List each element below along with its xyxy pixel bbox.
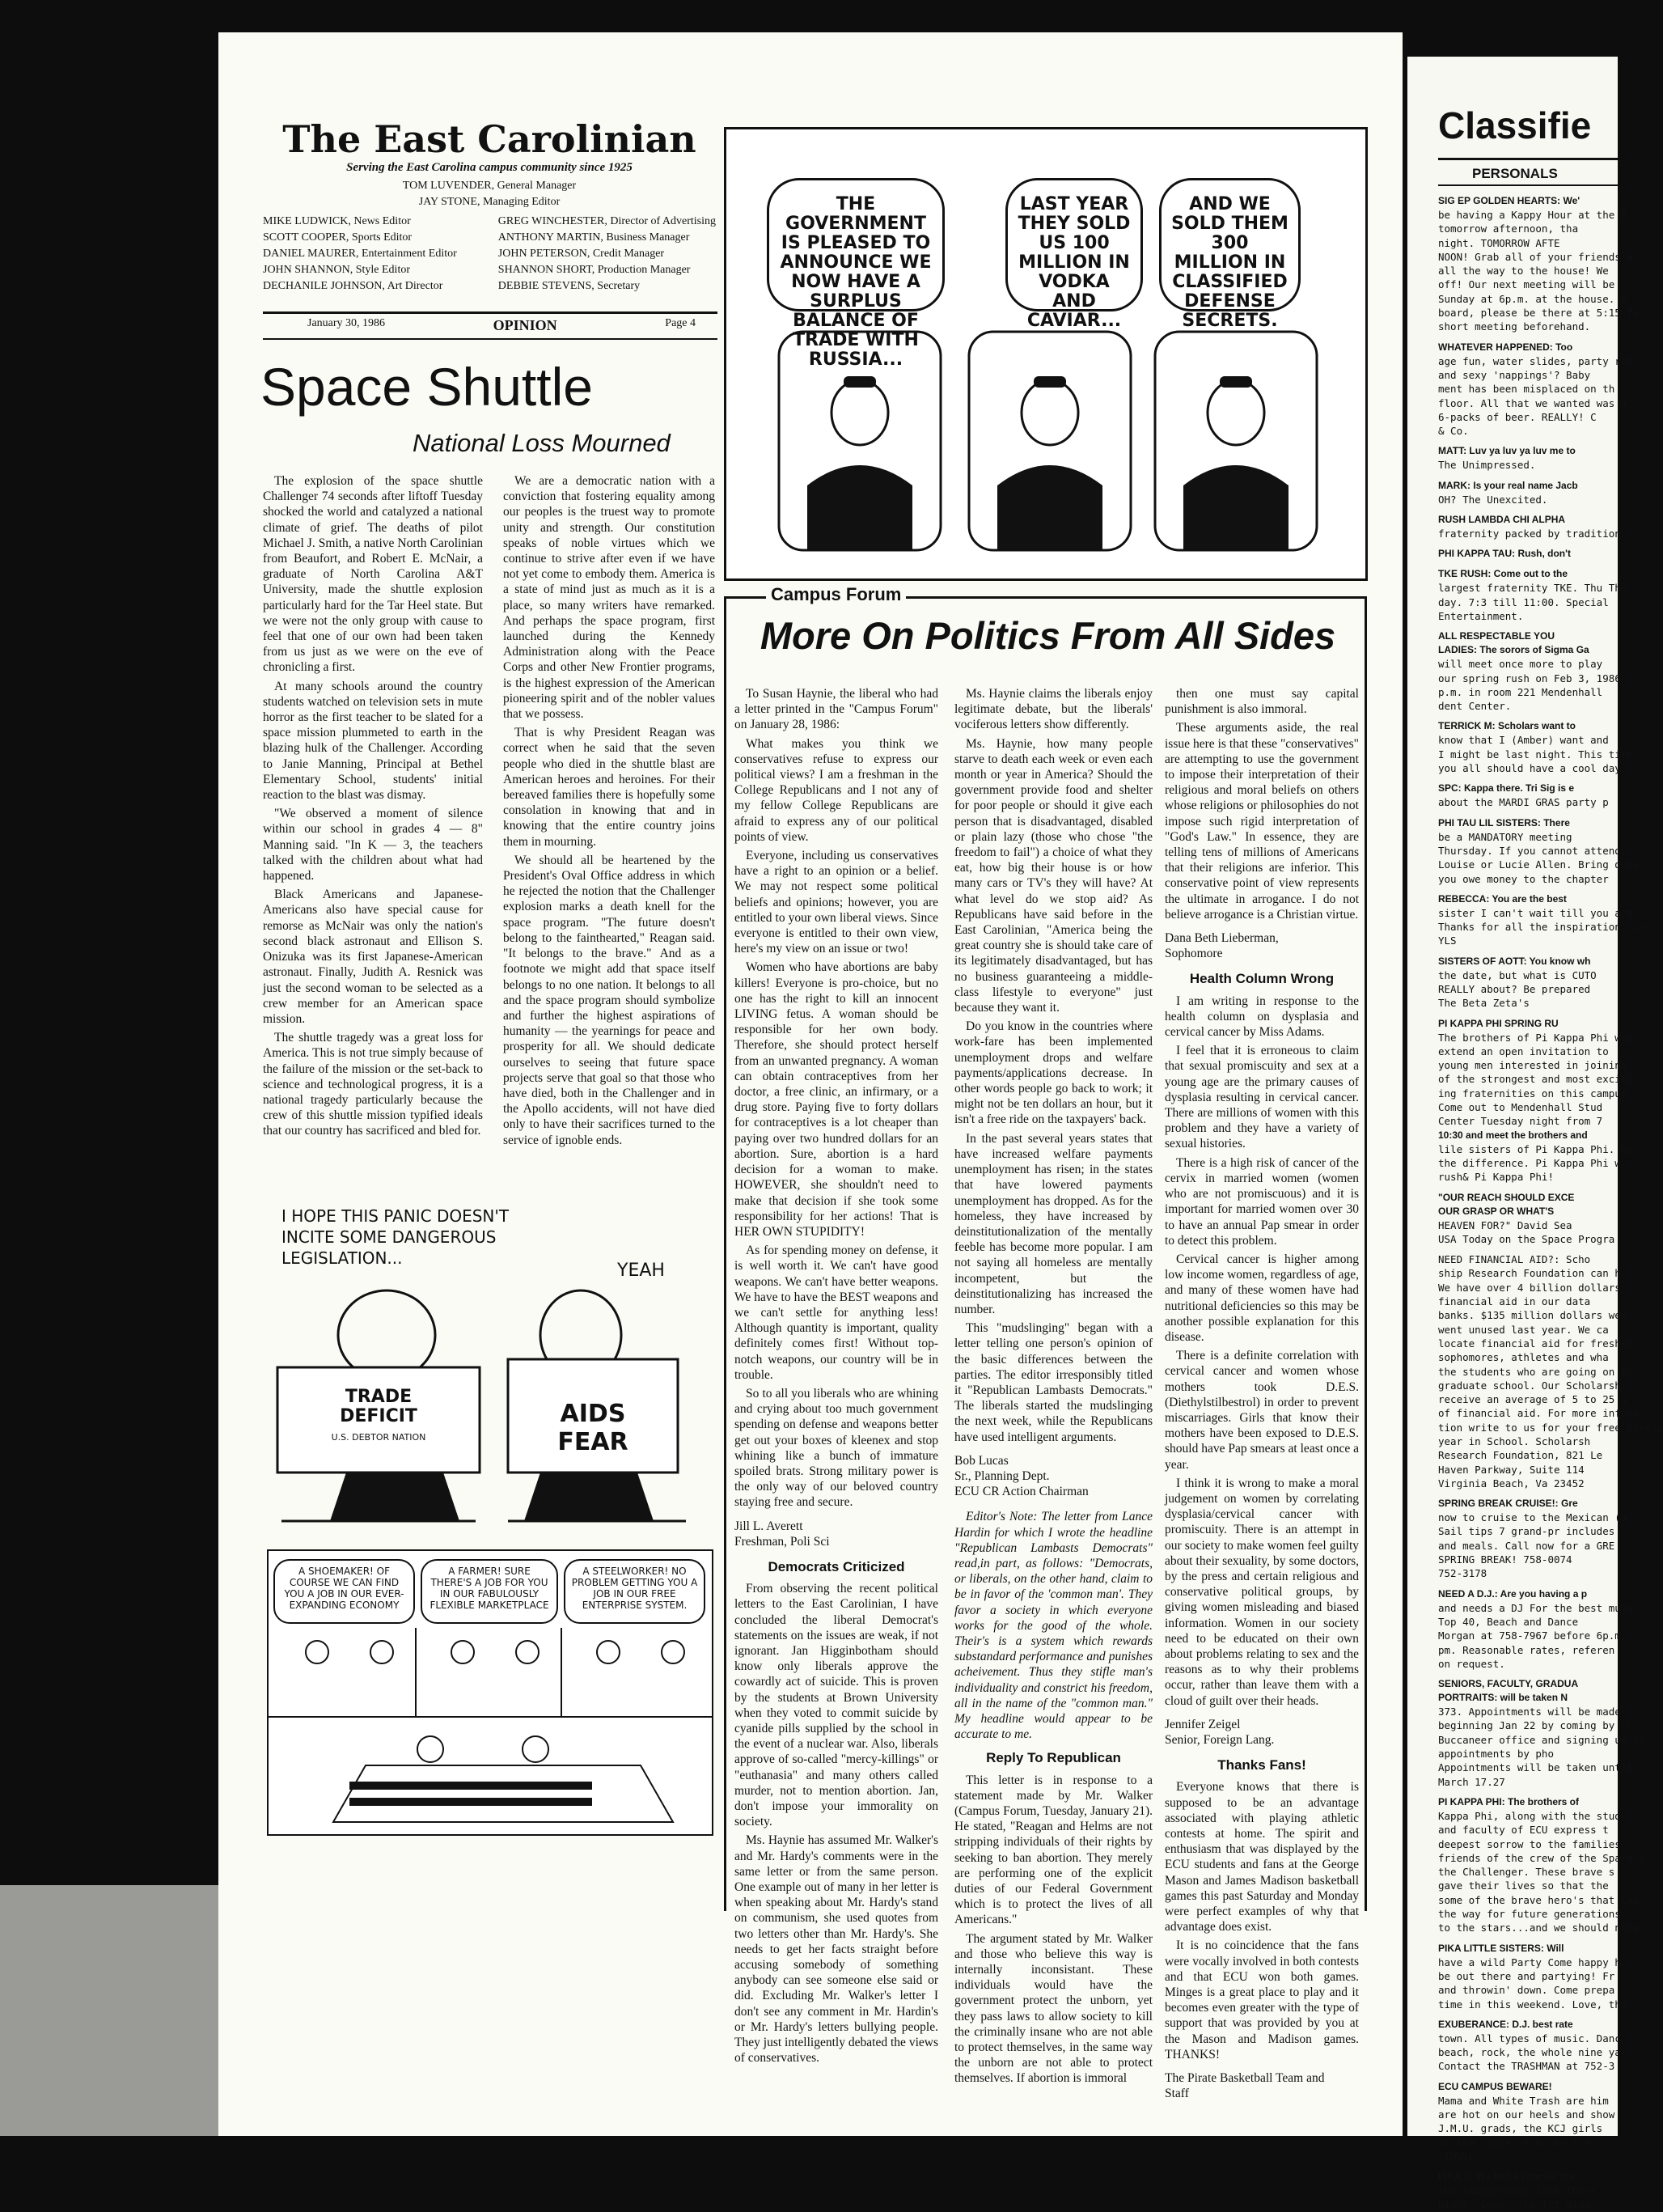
classified-line	[1438, 1490, 1618, 1497]
classified-line	[1438, 2011, 1618, 2018]
classified-line: largest fraternity TKE. Thu Thu	[1438, 582, 1627, 595]
newspaper-title: The East Carolinian	[282, 117, 696, 161]
editorial-headline: Space Shuttle	[260, 357, 593, 417]
classified-line: locate financial aid for freshme	[1438, 1337, 1633, 1350]
editorial-paragraph: At many schools around the country students watched on television sets in mute horror as the first teacher to be slated for a space mission plummeted to earth in the blazing hulk of the Challenger. According to Janie Manning, Principal at Bethel Elementary School, students' initial reaction to the blast was dismay.	[263, 679, 483, 803]
classified-line: Thursday. If you cannot attend,	[1438, 844, 1627, 857]
cartoon-bubble-2: LAST YEAR THEY SOLD US 100 MILLION IN VODKA AND CAVIAR...	[1005, 178, 1143, 311]
classified-line: day. 7:3 till 11:00. Special	[1438, 595, 1609, 608]
letter-paragraph: Ms. Haynie, how many people starve to death each week or even each month or year in America? Should the government provide food and shelter for poor people or should it give each person that is disadvantaged, disabled or plain lazy (those who chose "the freedom to fail") a choice of what they eat, how big their house is or how many cars or TV's they will have? At what level do we stop aid? As Republicans have said before in the East Carolinian, "America being the great country she is should take care of its legitimately disadvantaged, but has no business guaranteeing a middle-class lifestyle to everyone" just because they want it.	[954, 736, 1153, 1015]
classified-line: Mama and White Trash are him	[1438, 2094, 1609, 2107]
editorial-paragraph: We should all be heartened by the President's Oval Office address in which he rejected the notion that the Challenger explosion marks a death knell for the space program. "The future doesn't belong to the fainthearted," Reagan said. "It belongs to the brave." And as a footnote we might add that space itself belongs to no one nation. It belongs to all and the space program should symbolize and further the highest aspirations of humanity — the yearnings for peace and prosperity for all. We should dedicate ourselves to seeing that future space projects serve that goal so that those who have died, both in the Challenger and in the Apollo accidents, will not have died only to have their sacrifices turned to the service of ignoble ends.	[503, 853, 715, 1147]
masthead-rule	[263, 311, 717, 314]
classified-line: Contact the TRASHMAN at 752-3	[1438, 2060, 1615, 2073]
classified-line: and faculty of ECU express t	[1438, 1824, 1609, 1837]
signature-line: Jennifer Zeigel	[1165, 1717, 1241, 1731]
classified-line: off! Our next meeting will be	[1438, 278, 1615, 291]
classifieds-rule	[1438, 158, 1618, 160]
letter-paragraph: Everyone knows that there is supposed to be an advantage associated with playing athletic contests at home. The spirit and enthusiasm that was displayed by the ECU students and fans at the George Mason and James Madison basketball games this past Saturday and Monday were perfect examples of why that advantage does exist.	[1165, 1780, 1359, 1934]
classified-line: short meeting beforehand.	[1438, 320, 1591, 333]
classified-line: the students who are going on to	[1438, 1365, 1633, 1378]
classified-line: of financial aid. For more inform	[1438, 1407, 1640, 1420]
classified-line: 10:30 and meet the brothers and	[1438, 1129, 1588, 1141]
classified-line: Virginia Beach, Va 23452	[1438, 1477, 1585, 1489]
staff-member: DEBBIE STEVENS, Secretary	[497, 280, 641, 292]
classified-line: the campgrounds last Thurs	[1438, 2184, 1597, 2197]
classified-line: time in this weekend. Love, the	[1438, 1998, 1627, 2011]
classified-line: young men interested in joining	[1438, 1059, 1627, 1072]
top-cartoon	[724, 127, 1368, 581]
classified-line: Sunday at 6p.m. at the house. E	[1438, 292, 1627, 305]
classified-line: TKE RUSH: Come out to the	[1438, 568, 1568, 580]
signature-line: Staff	[1165, 2087, 1189, 2101]
classified-line	[1438, 1935, 1618, 1942]
classified-line: know that I (Amber) want and	[1438, 734, 1609, 747]
classified-line: WHATEVER HAPPENED: Too	[1438, 341, 1573, 353]
letter-paragraph: The argument stated by Mr. Walker and those who believe this way is internally inconsistant. These individuals would have the government protect the unborn, yet they pass laws to allow society to kill the criminally insane who are not able to protect themselves, in the same way the unborn are not able to protect themselves. If abortion is immoral	[954, 1931, 1153, 2086]
classified-line: Kappa Phi, along with the stud	[1438, 1809, 1621, 1822]
classified-line: financial aid in our data	[1438, 1295, 1591, 1308]
classified-line: graduate school. Our Scholarsh	[1438, 1379, 1621, 1392]
letter-paragraph: Everyone, including us conservatives have a right to an opinion or a belief. We may not respect some political beliefs and opinions; however, you are entitled to your own liberal views. Since everyone is entitled to their own view, here's my view on an issue or two!	[734, 849, 938, 956]
letter-signature	[954, 1453, 1153, 1500]
letter-paragraph: I think it is wrong to make a moral judgement on women by correlating dysplasia/cervical cancer with promiscuity. There is an attempt in our society to make women feel guilty about their sexuality, by some doctors, by the press and certain religious and conservative political groups, by giving women misleading and biased information. Women in our society need to be educated on their own about problems relating to sex and the reasons as to why their problems occur, rather than leave them with a cloud of guilt over their heads.	[1165, 1476, 1359, 1708]
classified-line: PI KAPPA PHI SPRING RU	[1438, 1017, 1559, 1029]
staff-member: JOHN SHANNON, Style Editor	[263, 264, 410, 276]
forum-frame-left	[724, 596, 726, 1911]
classified-line: have a wild Party Come happy h	[1438, 1956, 1621, 1968]
classified-line	[1438, 561, 1618, 567]
classified-line: Louise or Lucie Allen. Bring dues	[1438, 858, 1640, 871]
classified-line: PHI KAPPA TAU: Rush, don't	[1438, 548, 1571, 560]
jobs-drawing	[269, 1628, 712, 1830]
letter-headline: Health Column Wrong	[1189, 971, 1335, 987]
staff-list-left	[263, 214, 457, 295]
signature-line: Sophomore	[1165, 947, 1223, 961]
letter-paragraph: I feel that it is erroneous to claim that sexual promiscuity and sex at a young age are the primary causes of dysplasia resulting in cervical cancer. There are millions of women with this problem and they have a variety of sexual histories.	[1165, 1044, 1359, 1151]
classified-line: and throwin' down. Come prepa	[1438, 1984, 1615, 1997]
letter-paragraph: Ms. Haynie claims the liberals enjoy legitimate debate, but the liberals' vociferous letters show differently.	[954, 687, 1153, 732]
tagline: Serving the East Carolina campus community since 1925	[346, 161, 633, 174]
classified-line	[1438, 948, 1618, 955]
classified-line: We have over 4 billion dollars	[1438, 1281, 1621, 1294]
classified-line: deepest sorrow to the families	[1438, 1837, 1621, 1850]
editorial-paragraph: We are a democratic nation with a conviction that fostering equality among our peoples is the truest way to promote unity and strength. Our constitution speaks of noble virtues which we continue to strive after even if we have not yet come to embody them. America is a state of mind just as much as it is a place, so many writers have remarked. And perhaps the space program, first launched during the Kennedy Administration along with the Peace Corps and other New Frontier programs, is the highest expression of the American pioneering spirit and of the nobler values that we possess.	[503, 474, 715, 722]
jobs-bubble-2: A FARMER! SURE THERE'S A JOB FOR YOU IN OUR FABULOUSLY FLEXIBLE MARKETPLACE	[421, 1559, 558, 1624]
classified-line	[1438, 810, 1618, 816]
issue-date: January 30, 1986	[307, 317, 386, 329]
classified-line: PI KAPPA PHI: The brothers of	[1438, 1795, 1580, 1807]
classified-line: ship Research Foundation can h	[1438, 1267, 1621, 1280]
classified-line: SENIORS, FACULTY, GRADUA	[1438, 1678, 1579, 1690]
classified-line: are hot on our heels and show	[1438, 2108, 1615, 2121]
staff-member: JOHN PETERSON, Credit Manager	[497, 248, 665, 260]
classified-line: Thanks for all the inspiration. Lo	[1438, 921, 1645, 934]
classified-line: OH? The Unexcited.	[1438, 493, 1548, 506]
editorial-column-1	[263, 473, 483, 1142]
classified-line: to the stars...and we should neve	[1438, 1922, 1640, 1934]
editorial-paragraph: "We observed a moment of silence within our school in grades 4 — 8" Manning said. "In K — 3, the teachers talked with the children about what had happened.	[263, 807, 483, 884]
classified-line	[1438, 2074, 1618, 2080]
dateline	[307, 317, 696, 334]
classified-line: you owe money to the chapter	[1438, 872, 1609, 885]
editorial-column-2	[503, 473, 715, 1151]
classified-line: lile sisters of Pi Kappa Phi. We	[1438, 1142, 1633, 1155]
classified-line	[1438, 438, 1618, 444]
classified-line: 373. Appointments will be made	[1438, 1706, 1621, 1718]
classified-line: "OUR REACH SHOULD EXCE	[1438, 1191, 1575, 1203]
editorial-paragraph: Black Americans and Japanese-Americans also have special cause for remorse as McNair was only the nation's second black astronaut and Ellison S. Onizuka was its first Japanese-American astronaut. Finally, Judith A. Resnick was just the second woman to be selected as a crew member for an American space mission.	[263, 888, 483, 1026]
classified-line: the Challenger. These brave s	[1438, 1866, 1615, 1879]
classified-line: be having a Kappy Hour at the E	[1438, 209, 1627, 221]
newspaper-headline-1: TRADE DEFICIT	[340, 1387, 417, 1426]
classifieds-section: PERSONALS	[1472, 166, 1558, 181]
managing-editor: JAY STONE, Managing Editor	[418, 196, 561, 208]
editors-note: Editor's Note: The letter from Lance Hardin for which I wrote the headline "Republican Lambasts Democrats" read,in part, as follows: "Democrats, or liberals, on the other hand, claim to be in favor of the 'common man'. They favor a society in which everyone works for the good of the whole. Their's is a system which rewards substandard performance and punishes acheivement. Thus they stifle man's individuality and constrict his freedom, all in the name of the "common man." My headline would appear to be accurate to me.	[954, 1510, 1153, 1742]
classified-line: sister I can't wait till you are	[1438, 906, 1633, 919]
classified-line: March 17.27	[1438, 1775, 1505, 1788]
letter-signature	[734, 1519, 938, 1549]
classified-line	[1438, 775, 1618, 782]
cartoon-bubble-3: AND WE SOLD THEM 300 MILLION IN CLASSIFIED DEFENSE SECRETS.	[1159, 178, 1301, 311]
classified-line: Appointments will be taken until	[1438, 1761, 1633, 1774]
letter-paragraph: It is no coincidence that the fans were vocally involved in both contests and that ECU won both games. Minges is a great place to play and it becomes even greater with the type of support that was provided by you at the Mason and Madison games. THANKS!	[1165, 1939, 1359, 2062]
classified-line: on the loose! P.S. As S.H.	[1438, 2136, 1597, 2149]
classified-line: NEED FINANCIAL AID?: Scho	[1438, 1253, 1591, 1266]
classified-line: you all should have a cool day	[1438, 762, 1621, 775]
classified-line: gave their lives so that the	[1438, 1879, 1609, 1892]
letter-signature	[1165, 1717, 1359, 1748]
classified-line: appointments by pho	[1438, 1748, 1554, 1761]
letter-paragraph: To Susan Haynie, the liberal who had a letter printed in the "Campus Forum" on January 28, 1986:	[734, 687, 938, 732]
signature-line: Jill L. Averett	[734, 1519, 803, 1533]
classified-line: age fun, water slides, party ran	[1438, 354, 1633, 367]
masthead	[263, 117, 716, 295]
forum-column-1	[734, 686, 938, 2069]
classified-line: the date, but what is CUTO	[1438, 968, 1597, 981]
classified-line: PIKA LITTLE SISTERS: Will	[1438, 1942, 1564, 1954]
classified-line: board, please be there at 5:15 fo	[1438, 307, 1640, 320]
classified-line: all the way to the house! We	[1438, 265, 1609, 278]
classified-line: NEED A D.J.: Are you having a p	[1438, 1587, 1588, 1600]
staff-member: DECHANILE JOHNSON, Art Director	[263, 280, 443, 292]
staff-member: ANTHONY MARTIN, Business Manager	[497, 231, 690, 244]
classified-line	[1438, 2163, 1618, 2170]
classified-line: ALL RESPECTABLE YOU	[1438, 630, 1555, 642]
signature-line: Bob Lucas	[954, 1453, 1009, 1468]
editorial-subhead: National Loss Mourned	[413, 429, 671, 457]
classified-line	[1438, 886, 1618, 892]
classified-line: sophomores, athletes and wha	[1438, 1351, 1609, 1364]
letter-paragraph: From observing the recent political letters to the East Carolinian, I have concluded the liberal Democrat's statements on the issues are weak, if not ignorant. Jan Higginbotham should know only liberals approve the cowardly act of suicide. This is proven by the students at Brown University when they voted to commit suicide by cyanide pills supplied by the school in the event of a nuclear war. Also, liberals approve of so-called "mercy-killings" or "euthanasia" and many others called murder, not to mention abortion. Jan, don't impose your immorality on society.	[734, 1582, 938, 1829]
letter-signature	[1165, 930, 1359, 961]
classified-line: REBECCA: You are the best	[1438, 892, 1567, 905]
classified-line: MARK: Is your real name Jacb	[1438, 479, 1578, 491]
cartoon-caption: I HOPE THIS PANIC DOESN'T INCITE SOME DANGEROUS LEGISLATION...	[281, 1206, 510, 1268]
signature-line: Dana Beth Lieberman,	[1165, 931, 1279, 946]
editorial-paragraph: That is why President Reagan was correct when he said that the seven people who died in the shuttle blast are American heroes and heroines. For their bereaved families there is hopefully some consolation in knowing that and in knowing that the entire country joins them in mourning.	[503, 726, 715, 849]
signature-line: Sr., Planning Dept.	[954, 1468, 1050, 1483]
staff-list-right	[498, 214, 716, 295]
classified-line: USA Today on the Space Progra	[1438, 1232, 1615, 1245]
classified-line: SISTERS OF AOTT: You know wh	[1438, 955, 1591, 967]
jobs-cartoon	[267, 1549, 713, 1836]
staff-member: MIKE LUDWICK, News Editor	[263, 215, 411, 227]
classifieds-rule-2	[1438, 184, 1618, 186]
classified-line: SPRING BREAK! 758-0074	[1438, 1553, 1572, 1566]
letter-paragraph: This "mudslinging" began with a letter telling one person's opinion of the basic differences between the parties. The editor irresponsibly titled it "Republican Lambasts Democrats." The liberals started the mudslinging the next week, while the Republicans have used intelligent arguments.	[954, 1321, 1153, 1444]
letter-paragraph: There is a definite correlation with cervical cancer and women whose mothers took D.E.S. (Diethylstilbestrol) in order to prevent miscarriages. Girls that know their mothers have been exposed to D.E.S. should have Pap smears at least once a year.	[1165, 1349, 1359, 1472]
classified-line: now to cruise to the Mexican (a	[1438, 1511, 1627, 1524]
classified-line: Haven Parkway, Suite 114	[1438, 1463, 1585, 1476]
classified-line	[1438, 540, 1618, 547]
letter-headline: Reply To Republican	[986, 1750, 1121, 1766]
classified-line: friends of the crew of the Space s	[1438, 1851, 1645, 1864]
classified-line: the way for future generations	[1438, 1908, 1621, 1921]
classified-line	[1438, 1011, 1618, 1017]
classified-line: beginning Jan 22 by coming by th	[1438, 1719, 1633, 1732]
classified-line: PIKA'S: We had a jammin' tim	[1438, 2171, 1575, 2183]
classified-line: rush& Pi Kappa Phi!	[1438, 1171, 1554, 1184]
signature-line: The Pirate Basketball Team and	[1165, 2071, 1325, 2086]
classified-line: Top 40, Beach and Dance	[1438, 1615, 1579, 1628]
classified-line: receive an average of 5 to 25 s	[1438, 1393, 1627, 1406]
staff-member: SHANNON SHORT, Production Manager	[497, 264, 691, 276]
classified-line	[1438, 1581, 1618, 1587]
letter-paragraph: So to all you liberals who are whining and crying about too much government spending on defense and weapons better get out your boxes of kleenex and stop whining like a bunch of immature spoiled brats. Strong military power is the only way of our beloved country staying free and secure.	[734, 1386, 938, 1510]
classified-line: LADIES: The sorors of Sigma Ga	[1438, 644, 1589, 656]
classified-line: MATT: Luv ya luv ya luv me to	[1438, 445, 1576, 457]
classified-line: night. TOMORROW AFTE	[1438, 236, 1560, 249]
forum-column-3	[1165, 686, 1359, 2111]
classified-line: tomorrow afternoon, tha	[1438, 222, 1579, 235]
letter-paragraph: As for spending money on defense, it is well worth it. We can't have good weapons. We can't have better weapons. We have to have the BEST weapons and we can't settle for anything less! Although quantity is important, quality definitely comes first! Without top-notch weapons, our country will be in trouble.	[734, 1244, 938, 1382]
classified-line: J.M.U. grads, the KCJ girls	[1438, 2122, 1603, 2135]
editorial-paragraph: The shuttle tragedy was a great loss for America. This is not true simply because of the failure of the mission or the set-back to science and technological progress, it is a national tragedy particularly because the crew of this shuttle mission typified ideals that our country has sacrificed and bled for.	[263, 1031, 483, 1138]
classified-line: ing fraternities on this campus	[1438, 1087, 1627, 1100]
letter-paragraph: Cervical cancer is higher among low income women, regardless of age, and many of these women have had nutritional deficiencies so this may be another possible explanation for this disease.	[1165, 1252, 1359, 1344]
classified-line: our spring rush on Feb 3, 1986	[1438, 672, 1621, 684]
classified-line: The brothers of Pi Kappa Phi wou	[1438, 1031, 1633, 1044]
classified-line: YLS	[1438, 934, 1457, 947]
classified-line: year in School. Scholarsh	[1438, 1435, 1591, 1447]
signature-line: Senior, Foreign Lang.	[1165, 1733, 1275, 1747]
panic-cartoon	[265, 1197, 712, 1529]
staff-member: SCOTT COOPER, Sports Editor	[263, 231, 413, 244]
classified-line: NOON! Grab all of your friends a	[1438, 250, 1633, 263]
classified-line: Research Foundation, 821 Le	[1438, 1449, 1603, 1462]
classified-line: and sexy 'nappings'? Baby	[1438, 368, 1591, 381]
classified-line: night. Love, The Tri Sigs	[1438, 2198, 1591, 2211]
letter-headline: Democrats Criticized	[768, 1558, 905, 1574]
classified-line: "TMWYL"	[1438, 2150, 1481, 2163]
classified-line: beach, rock, the whole nine yar	[1438, 2046, 1627, 2059]
letter-paragraph: What makes you think we conservatives refuse to express our political views? I am a freshman in the College Republicans and I not any of my fellow College Republicans are afraid to express any of our political points of view.	[734, 736, 938, 844]
classified-line: Center Tuesday night from 7	[1438, 1115, 1603, 1128]
jobs-bubble-1: A SHOEMAKER! OF COURSE WE CAN FIND YOU A JOB IN OUR EVER-EXPANDING ECONOMY	[273, 1559, 415, 1624]
letter-paragraph: Do you know in the countries where work-fare has been implemented unemployment drops and welfare payments/applications decrease. In other words people go back to work; it might not be ten dollars an hour, but it isn't a free ride on the taxpayers' back.	[954, 1019, 1153, 1127]
letter-paragraph: then one must say capital punishment is also immoral.	[1165, 687, 1359, 717]
classified-line: ECU CAMPUS BEWARE!	[1438, 2080, 1552, 2092]
classifieds-title: Classifie	[1438, 104, 1592, 146]
page-number: Page 4	[665, 317, 696, 329]
classified-line: SPC: Kappa there. Tri Sig is e	[1438, 782, 1575, 795]
letter-signature	[1165, 2070, 1359, 2101]
forum-headline: More On Politics From All Sides	[760, 614, 1336, 657]
jobs-bubble-3: A STEELWORKER! NO PROBLEM GETTING YOU A JOB IN OUR FREE ENTERPRISE SYSTEM.	[564, 1559, 705, 1624]
newspaper-headline-2: AIDS FEAR	[557, 1400, 628, 1456]
classified-line	[1438, 1789, 1618, 1795]
classified-line: dent Center.	[1438, 700, 1512, 713]
classified-line: be out there and partying! Fr	[1438, 1969, 1615, 1982]
newspaper-subheadline-1: U.S. DEBTOR NATION	[331, 1432, 426, 1443]
forum-column-2	[954, 686, 1153, 2090]
classified-line: banks. $135 million dollars wen	[1438, 1309, 1627, 1322]
classified-line: the difference. Pi Kappa Phi w	[1438, 1156, 1621, 1169]
letter-paragraph: These arguments aside, the real issue here is that these "conservatives" are attempting to use the government to impose their interpretation of their religious and moral beliefs on others whose religions or philosophies do not impose such rigid interpretation of "God's Law." In essence, they are telling tens of millions of Americans that their religions are inferior. This conservative point of view represents the ultimate in arrogance. I do not believe arrogance is a Christian virtue.	[1165, 721, 1359, 922]
staff-member: GREG WINCHESTER, Director of Advertising	[497, 215, 716, 227]
classified-line: HEAVEN FOR?" David Sea	[1438, 1218, 1572, 1231]
classified-line: p.m. in room 221 Mendenhall	[1438, 685, 1603, 698]
classified-ads	[1438, 194, 1663, 2211]
cartoon-reply: YEAH	[617, 1261, 665, 1281]
signature-line: ECU CR Action Chairman	[954, 1485, 1089, 1499]
classified-line: about the MARDI GRAS party p	[1438, 796, 1609, 809]
classified-line: PHI TAU LIL SISTERS: There	[1438, 816, 1570, 828]
classified-line: RUSH LAMBDA CHI ALPHA	[1438, 514, 1566, 526]
general-manager: TOM LUVENDER, General Manager	[402, 180, 577, 192]
classified-line: REALLY about? Be prepared	[1438, 982, 1591, 995]
scan-margin	[0, 1885, 220, 2136]
classified-line: be a MANDATORY meeting	[1438, 830, 1572, 843]
classified-line	[1438, 472, 1618, 479]
classified-line: & Co.	[1438, 425, 1469, 438]
classified-line: The Beta Zeta's	[1438, 997, 1530, 1010]
classified-line: town. All types of music. Danc	[1438, 2032, 1621, 2045]
letter-paragraph: There is a high risk of cancer of the cervix in married women (women who are not promiscuous) and it is important for married women over 30 to have an annual Pap smear in order to detect this problem.	[1165, 1155, 1359, 1248]
dateline-rule	[263, 338, 717, 340]
cartoon-bubble-1: THE GOVERNMENT IS PLEASED TO ANNOUNCE WE NOW HAVE A SURPLUS BALANCE OF TRADE WITH RUSSIA...	[767, 178, 945, 311]
classified-line: 6-packs of beer. REALLY! C	[1438, 410, 1597, 423]
classified-line: Entertainment.	[1438, 609, 1524, 622]
section-label: OPINION	[493, 317, 557, 333]
classified-line: some of the brave hero's that lea	[1438, 1893, 1640, 1906]
signature-line: Freshman, Poli Sci	[734, 1534, 830, 1549]
classified-line: TERRICK M: Scholars want to	[1438, 720, 1576, 732]
classified-line: of the strongest and most exciti	[1438, 1073, 1633, 1086]
classified-line: The Unimpressed.	[1438, 459, 1536, 472]
forum-label: Campus Forum	[766, 584, 906, 605]
classified-line	[1438, 1184, 1618, 1191]
classified-line: floor. All that we wanted was a	[1438, 396, 1627, 409]
cartoon-panels-drawing	[775, 324, 1333, 562]
classified-line: ment has been misplaced on th	[1438, 383, 1615, 396]
forum-frame-right	[1365, 596, 1367, 1911]
classified-line	[1438, 1246, 1618, 1252]
classified-line: SIG EP GOLDEN HEARTS: We'	[1438, 195, 1580, 206]
classified-line	[1438, 1671, 1618, 1677]
classified-line: EXUBERANCE: D.J. best rate	[1438, 2018, 1573, 2030]
classified-line: SPRING BREAK CRUISE!: Gre	[1438, 1498, 1578, 1510]
letter-paragraph: This letter is in response to a statement made by Mr. Walker (Campus Forum, Tuesday, January 21). He stated, "Reagan and Helms are not stripping individuals of their rights by seeking to ban abortion. They merely are performing one of the explicit duties of our Federal Government which is to protect the lives of all Americans."	[954, 1773, 1153, 1927]
staff-member: DANIEL MAURER, Entertainment Editor	[263, 248, 457, 260]
classified-line: I might be last night. This time	[1438, 748, 1633, 761]
letter-paragraph: In the past several years states that have increased welfare payments unemployment has risen; in the states that have lowered payments unemployment has dropped. As for the homeless, they have increased by deinstitutionalization of the mentally feeble has become more popular. I am not saying all homeless are mentally incompetent, but the deinstitutionalizing has increased the number.	[954, 1131, 1153, 1316]
classified-line	[1438, 506, 1618, 513]
classified-line: extend an open invitation to	[1438, 1045, 1609, 1057]
classified-line: OUR GRASP OR WHAT'S	[1438, 1205, 1555, 1217]
classified-line	[1438, 713, 1618, 719]
classified-line: PORTRAITS: will be taken N	[1438, 1692, 1568, 1704]
editorial-paragraph: The explosion of the space shuttle Challenger 74 seconds after liftoff Tuesday shocked the world and catalyzed a national climate of grief. The deaths of pilot Michael J. Smith, a native North Carolinian from Beaufort, and Robert E. McNair, a graduate of North Carolina A&T University, made the shuttle explosion particularly hard for the Tar Heel state. But we were not the only group with cause to feel that one of our own had been taken from us just as we were on the eve of chronicling a first.	[263, 474, 483, 675]
classified-line: Morgan at 758-7967 before 6p.m.	[1438, 1629, 1627, 1642]
letter-headline: Thanks Fans!	[1217, 1757, 1306, 1773]
classified-line: and meals. Call now for a GRE	[1438, 1539, 1615, 1552]
classified-line: fraternity packed by tradition	[1438, 528, 1621, 540]
letter-paragraph: Women who have abortions are baby killers! Everyone is pro-choice, but no one has the right to kill an innocent LIVING fetus. A woman should be responsible for her own body. Therefore, she should protect herself from an unwanted pregnancy. A woman can obtain contraceptives from her doctor, a free clinic, an infirmary, or a drug store. Paying five to forty dollars for contraceptives is a lot cheaper than paying over two hundred dollars for an abortion. Sure, abortion is a hard decision for a woman to make. HOWEVER, she shouldn't need to make that decision if she took some responsibility for her actions! That is HER OWN STUPIDITY!	[734, 960, 938, 1239]
classified-line: will meet once more to play	[1438, 658, 1603, 671]
letter-paragraph: I am writing in response to the health column on dysplasia and cervical cancer by Miss Adams.	[1165, 994, 1359, 1040]
letter-paragraph: Ms. Haynie has assumed Mr. Walker's and Mr. Hardy's comments were in the same letter or from the same person. One example out of many in her letter is when speaking about Mr. Hardy's stand on communism, she used quotes from two letters other than Mr. Hardy's. She needs to get her facts straight before accusing somebody of something anybody can see someone else said or did. Excluding Mr. Walker's letter I don't see any comment in Mr. Hardin's or Mr. Hardy's letters bullying people. They just intelligently debated the views of conservatives.	[734, 1833, 938, 2066]
classified-line	[1438, 334, 1618, 341]
classified-line: and needs a DJ For the best music	[1438, 1601, 1640, 1614]
classified-line	[1438, 623, 1618, 629]
classified-line: Sail tips 7 grand-pr includes	[1438, 1525, 1615, 1538]
classified-line: Buccaneer office and signing up fo	[1438, 1733, 1645, 1746]
classified-line: went unused last year. We ca	[1438, 1323, 1609, 1336]
classified-line: pm. Reasonable rates, referen	[1438, 1643, 1615, 1656]
classified-line: Come out to Mendenhall Stud	[1438, 1101, 1603, 1114]
classified-line: on request.	[1438, 1657, 1505, 1670]
classified-line: tion write to us for your free schola	[1438, 1421, 1663, 1434]
classified-line: 752-3178	[1438, 1567, 1487, 1580]
